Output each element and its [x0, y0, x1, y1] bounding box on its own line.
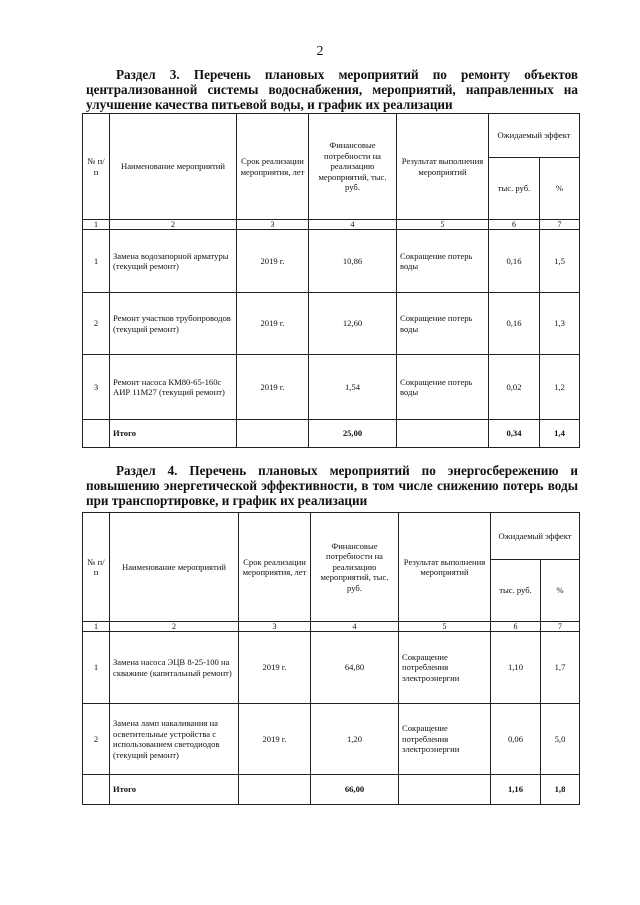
- col-number: 1: [83, 220, 110, 230]
- header-name: Наименование мероприятий: [110, 513, 239, 622]
- header-effect-percent: %: [541, 560, 580, 622]
- header-num: № п/п: [83, 513, 110, 622]
- header-term: Срок реализации мероприятия, лет: [237, 114, 309, 220]
- total-label: Итого: [110, 420, 237, 448]
- total-result-empty: [397, 420, 489, 448]
- row-term: 2019 г.: [239, 704, 311, 775]
- row-money: 0,02: [489, 355, 540, 420]
- table-row: [83, 230, 580, 293]
- total-num-empty: [83, 775, 110, 805]
- header-effect: Ожидаемый эффект: [489, 114, 580, 158]
- col-number: 1: [83, 622, 110, 632]
- table-row: [83, 632, 580, 704]
- page-number: 2: [316, 44, 324, 59]
- header-row: [83, 114, 580, 158]
- header-num: № п/п: [83, 114, 110, 220]
- row-money: 0,06: [491, 704, 541, 775]
- total-result-empty: [399, 775, 491, 805]
- header-result: Результат выполнения мероприятий: [399, 513, 491, 622]
- header-term: Срок реализации мероприятия, лет: [239, 513, 311, 622]
- header-effect-percent: %: [540, 158, 580, 220]
- col-number: 3: [237, 220, 309, 230]
- total-percent: 1,8: [541, 775, 580, 805]
- row-name: Ремонт насоса КМ80-65-160с АИР 11М27 (текущий ремонт): [110, 355, 237, 420]
- row-term: 2019 г.: [239, 632, 311, 704]
- row-term: 2019 г.: [237, 355, 309, 420]
- row-percent: 1,7: [541, 632, 580, 704]
- section-3-table: [82, 113, 580, 448]
- row-name: Ремонт участков трубопроводов (текущий ремонт): [110, 293, 237, 355]
- row-name: Замена ламп накаливания на осветительные устройства с использованием светодиодов (текущий ремонт): [110, 704, 239, 775]
- header-name: Наименование мероприятий: [110, 114, 237, 220]
- col-number: 3: [239, 622, 311, 632]
- col-number: 2: [110, 622, 239, 632]
- row-name: Замена водозапорной арматуры (текущий ремонт): [110, 230, 237, 293]
- col-number: 7: [541, 622, 580, 632]
- header-effect: Ожидаемый эффект: [491, 513, 580, 560]
- total-money: 0,34: [489, 420, 540, 448]
- section-4-title: Раздел 4. Перечень плановых мероприятий по энергосбережению и повышению энергетической эффективности, в том числе снижению потерь воды при транспортировке, и график их реализации: [86, 463, 578, 508]
- total-label: Итого: [110, 775, 239, 805]
- col-number: 7: [540, 220, 580, 230]
- section-4-table: [82, 512, 580, 805]
- col-number: 5: [397, 220, 489, 230]
- row-result: Сокращение потребления электроэнергии: [399, 704, 491, 775]
- total-term-empty: [239, 775, 311, 805]
- section-3-title: Раздел 3. Перечень плановых мероприятий по ремонту объектов централизованной системы водоснабжения, мероприятий, направленных на улучшение качества питьевой воды, и график их реализации: [86, 67, 578, 112]
- table-row: [83, 355, 580, 420]
- row-finance: 10,86: [309, 230, 397, 293]
- row-finance: 1,54: [309, 355, 397, 420]
- total-percent: 1,4: [540, 420, 580, 448]
- total-row: [83, 775, 580, 805]
- row-percent: 1,5: [540, 230, 580, 293]
- total-term-empty: [237, 420, 309, 448]
- row-finance: 64,80: [311, 632, 399, 704]
- column-numbers-row: [83, 622, 580, 632]
- column-numbers-row: [83, 220, 580, 230]
- row-term: 2019 г.: [237, 293, 309, 355]
- row-money: 0,16: [489, 293, 540, 355]
- col-number: 6: [491, 622, 541, 632]
- header-finance: Финансовые потребности на реализацию мероприятий, тыс. руб.: [311, 513, 399, 622]
- col-number: 4: [309, 220, 397, 230]
- row-num: 3: [83, 355, 110, 420]
- col-number: 5: [399, 622, 491, 632]
- row-finance: 12,60: [309, 293, 397, 355]
- row-money: 1,10: [491, 632, 541, 704]
- total-row: [83, 420, 580, 448]
- header-row: [83, 513, 580, 560]
- header-effect-money: тыс. руб.: [489, 158, 540, 220]
- row-result: Сокращение потерь воды: [397, 230, 489, 293]
- row-result: Сокращение потребления электроэнергии: [399, 632, 491, 704]
- col-number: 2: [110, 220, 237, 230]
- header-finance: Финансовые потребности на реализацию мероприятий, тыс. руб.: [309, 114, 397, 220]
- total-finance: 66,00: [311, 775, 399, 805]
- row-percent: 5,0: [541, 704, 580, 775]
- row-percent: 1,2: [540, 355, 580, 420]
- col-number: 6: [489, 220, 540, 230]
- row-num: 1: [83, 230, 110, 293]
- row-percent: 1,3: [540, 293, 580, 355]
- col-number: 4: [311, 622, 399, 632]
- row-num: 2: [83, 704, 110, 775]
- total-finance: 25,00: [309, 420, 397, 448]
- row-name: Замена насоса ЭЦВ 8-25-100 на скважине (капитальный ремонт): [110, 632, 239, 704]
- header-result: Результат выполнения мероприятий: [397, 114, 489, 220]
- row-num: 2: [83, 293, 110, 355]
- table-row: [83, 293, 580, 355]
- row-result: Сокращение потерь воды: [397, 293, 489, 355]
- row-finance: 1,20: [311, 704, 399, 775]
- row-money: 0,16: [489, 230, 540, 293]
- table-row: [83, 704, 580, 775]
- total-money: 1,16: [491, 775, 541, 805]
- header-effect-money: тыс. руб.: [491, 560, 541, 622]
- row-num: 1: [83, 632, 110, 704]
- row-result: Сокращение потерь воды: [397, 355, 489, 420]
- row-term: 2019 г.: [237, 230, 309, 293]
- total-num-empty: [83, 420, 110, 448]
